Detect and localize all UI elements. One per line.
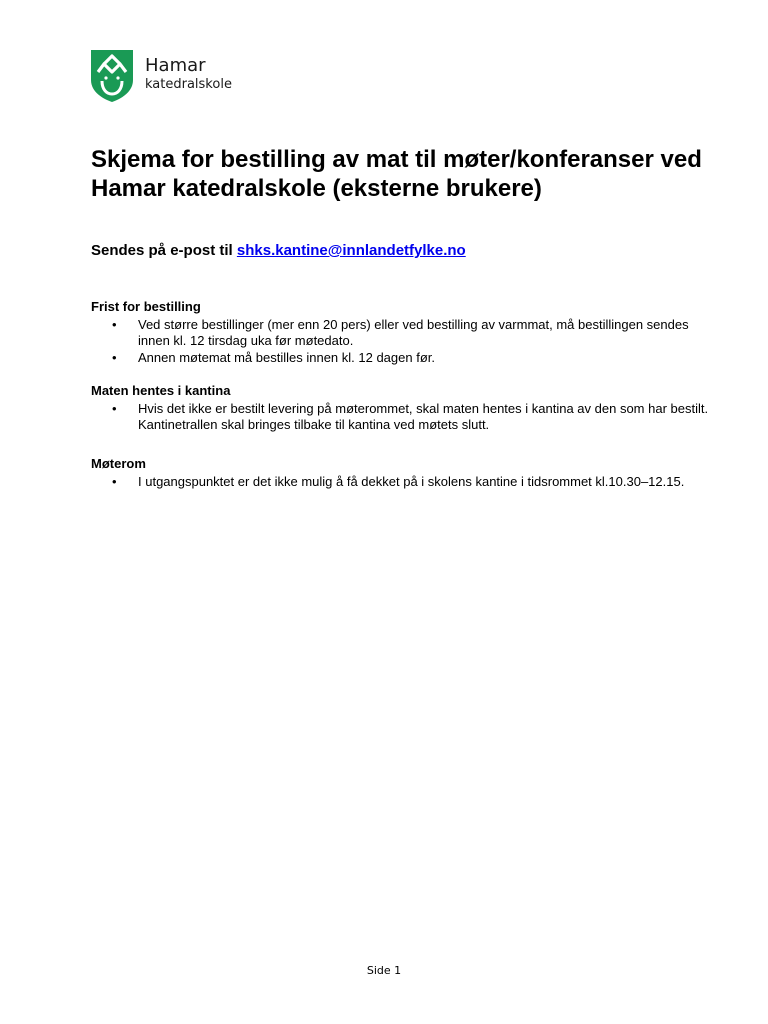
- list-item-text: Hvis det ikke er bestilt levering på møterommet, skal maten hentes i kantina av den som har bestilt. Kantinetrallen skal bringes tilbake til kantina ved møtets slutt.: [138, 401, 709, 432]
- bullet-icon: •: [112, 317, 117, 332]
- hamar-crest-icon: [91, 50, 133, 102]
- list-item: [91, 317, 711, 349]
- send-line: [91, 242, 466, 259]
- list-item: [91, 350, 711, 366]
- list-item-text: Ved større bestillinger (mer enn 20 pers) eller ved bestilling av varmmat, må bestillingen sendes innen kl. 12 tirsdag uka før møtedato.: [138, 317, 689, 348]
- school-logo: [91, 50, 232, 102]
- section-deadline: [91, 299, 711, 367]
- list-item: [91, 401, 711, 433]
- list-item-text: I utgangspunktet er det ikke mulig å få dekket på i skolens kantine i tidsrommet kl.10.30–12.15.: [138, 474, 685, 489]
- logo-subtitle: katedralskole: [145, 77, 232, 92]
- document-title: Skjema for bestilling av mat til møter/konferanser ved Hamar katedralskole (eksterne brukere): [91, 146, 702, 202]
- section-meeting-room: [91, 456, 711, 491]
- section-heading: Møterom: [91, 456, 146, 471]
- section-heading: Maten hentes i kantina: [91, 383, 231, 398]
- list-item-text: Annen møtemat må bestilles innen kl. 12 dagen før.: [138, 350, 435, 365]
- section-heading: Frist for bestilling: [91, 299, 201, 314]
- send-prefix: Sendes på e-post til: [91, 242, 233, 259]
- logo-name: Hamar: [145, 55, 206, 76]
- list-item: [91, 474, 711, 490]
- section-pickup: [91, 383, 711, 434]
- bullet-icon: •: [112, 474, 117, 489]
- bullet-icon: •: [112, 350, 117, 365]
- bullet-icon: •: [112, 401, 117, 416]
- page-number: Side 1: [366, 964, 402, 977]
- email-link[interactable]: shks.kantine@innlandetfylke.no: [236, 242, 466, 259]
